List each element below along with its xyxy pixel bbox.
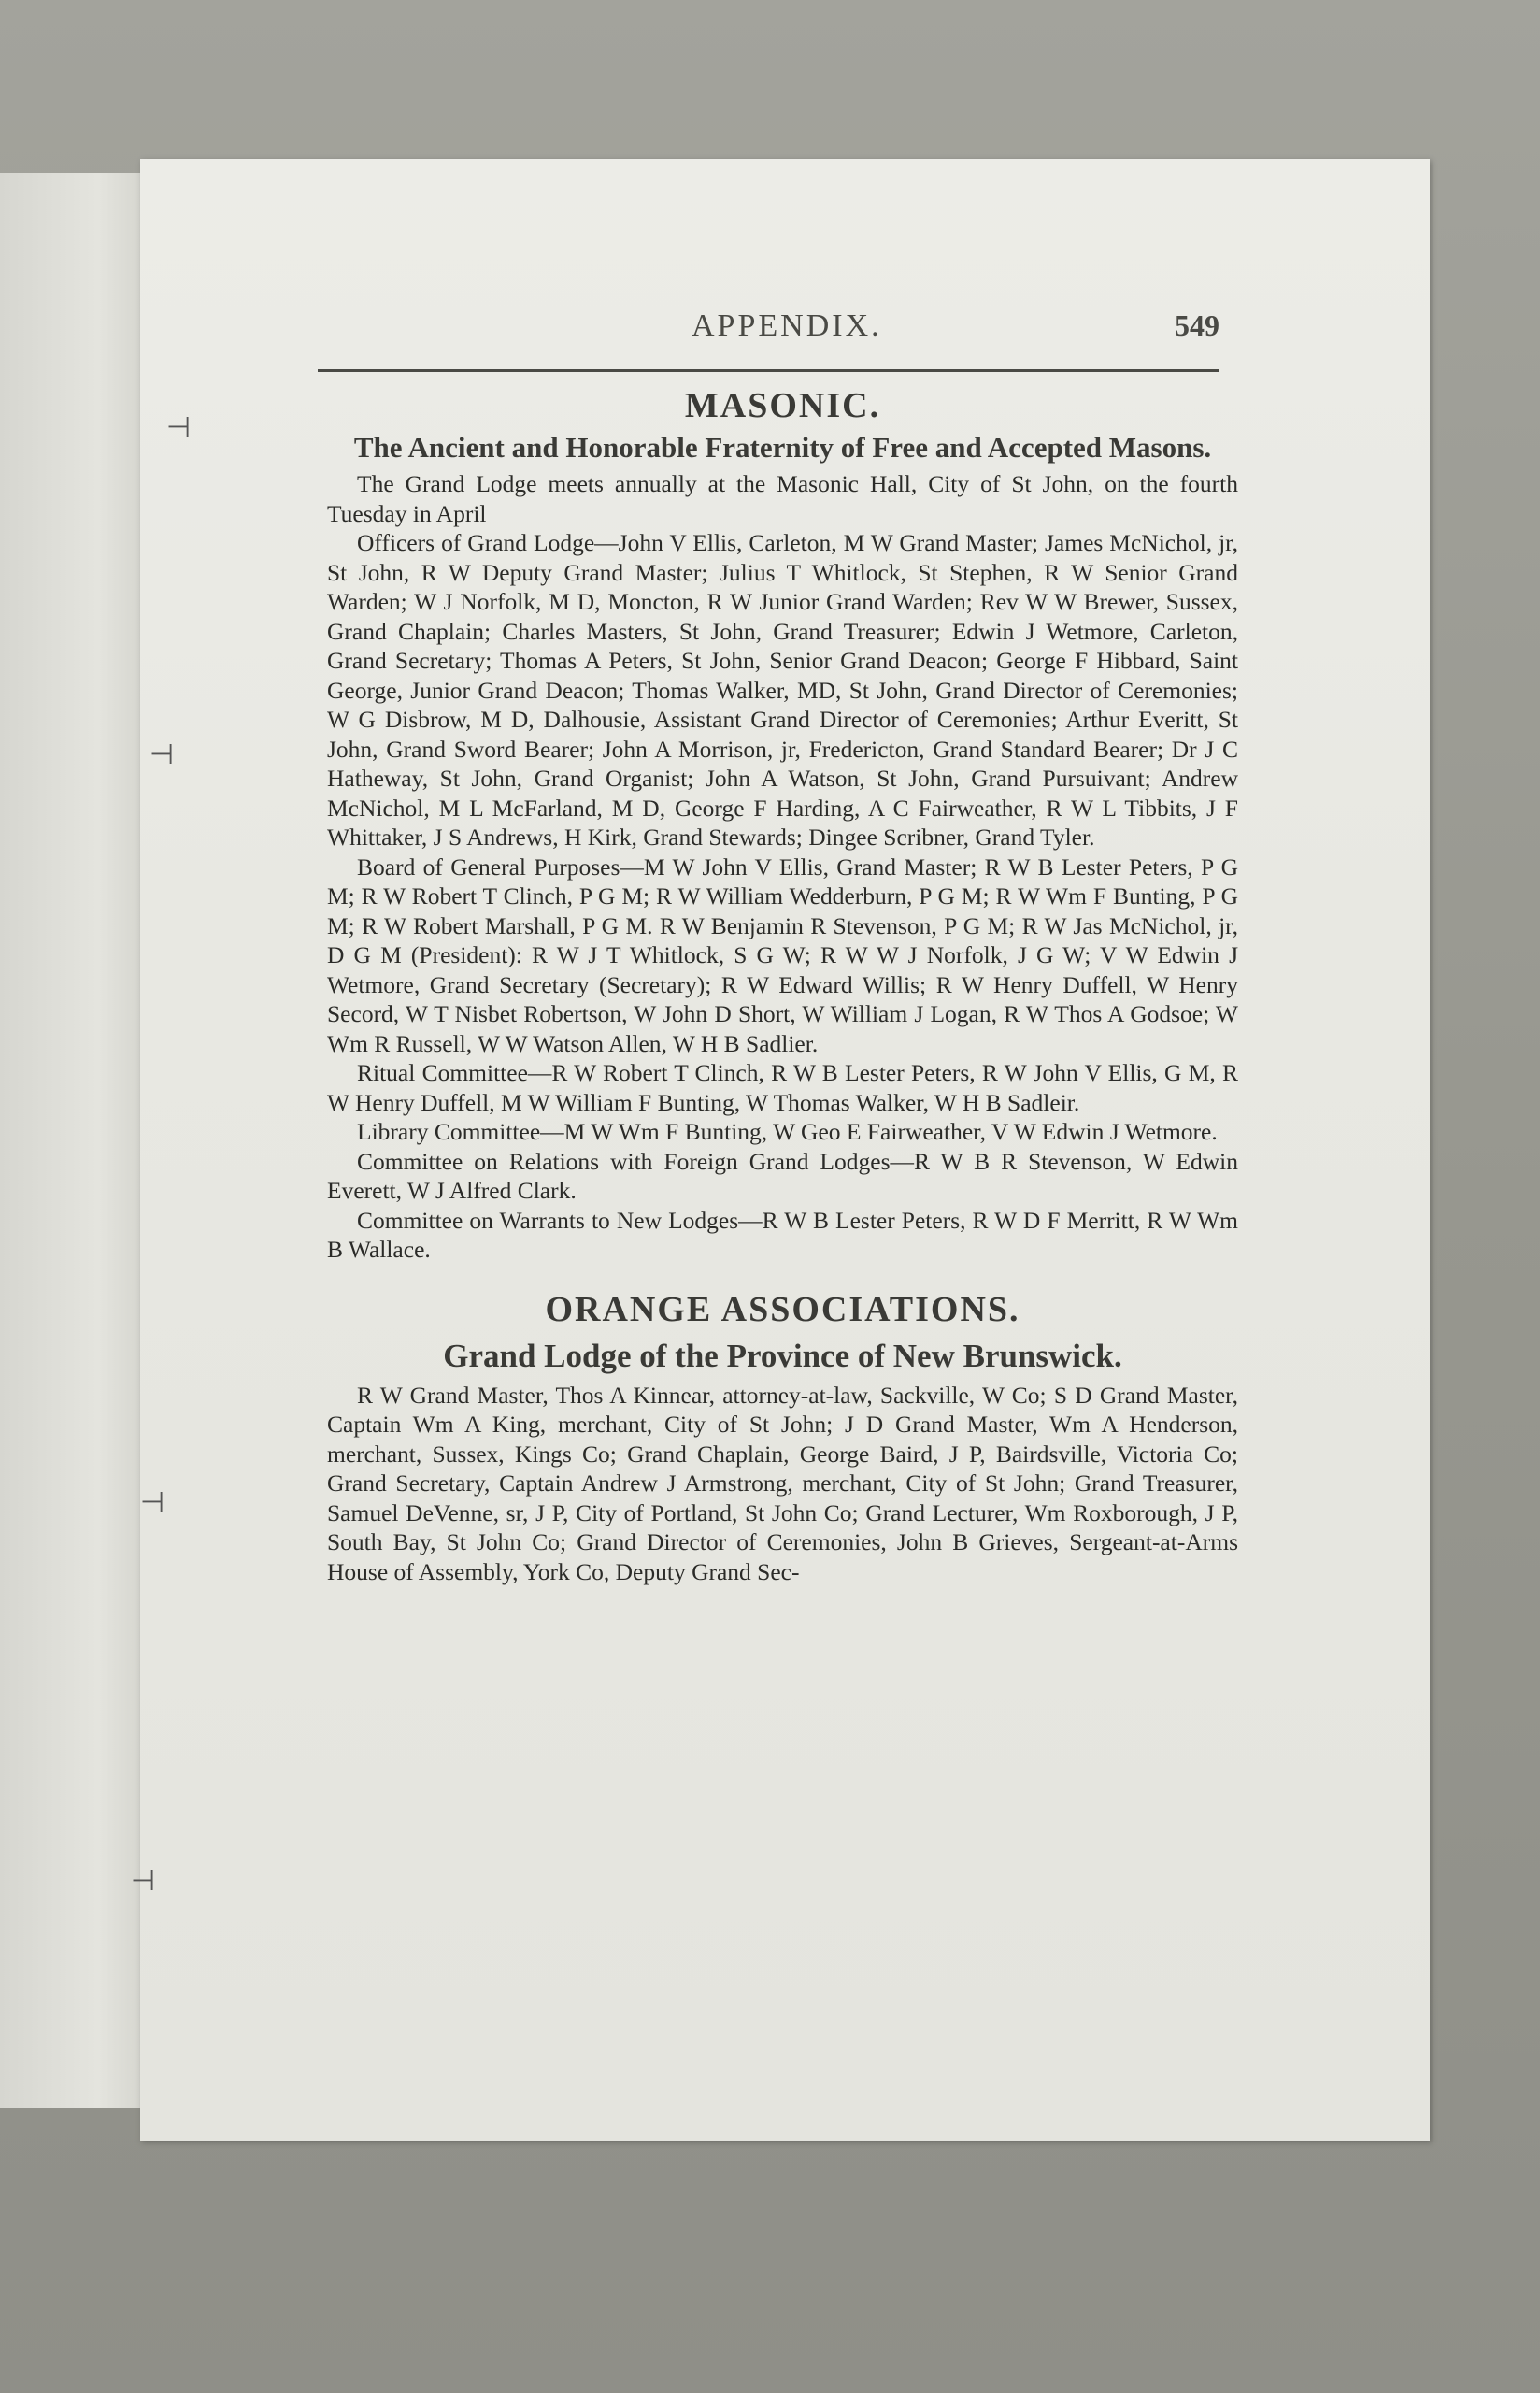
- paragraph-meeting: The Grand Lodge meets annually at the Masonic Hall, City of St John, on the fourth Tuesday in April: [327, 470, 1238, 527]
- subheading-free-masons: The Ancient and Honorable Fraternity of Free and Accepted Masons.: [353, 431, 1212, 464]
- binding-mark: ⊣: [166, 411, 192, 444]
- paragraph-officers: Officers of Grand Lodge—John V Ellis, Carleton, M W Grand Master; James McNichol, jr, St John, R W Deputy Grand Master; Julius T Whitlock, St Stephen, R W Senior Grand Warden; W J Norfolk, M D, Moncton, R W Junior Grand Warden; Rev W W Brewer, Sussex, Grand Chaplain; Charles Masters, St John, Grand Treasurer; Edwin J Wetmore, Carleton, Grand Secretary; Thomas A Peters, St John, Senior Grand Deacon; George F Hibbard, Saint George, Junior Grand Deacon; Thomas Walker, MD, St John, Grand Director of Ceremonies; W G Disbrow, M D, Dalhousie, Assistant Grand Director of Ceremonies; Arthur Everitt, St John, Grand Sword Bearer; John A Morrison, jr, Fredericton, Grand Standard Bearer; Dr J C Hatheway, St John, Grand Organist; John A Watson, St John, Grand Pursuivant; Andrew McNichol, M L McFarland, M D, George F Harding, A C Fairweather, R W L Tibbits, J F Whittaker, J S Andrews, H Kirk, Grand Stewards; Dingee Scribner, Grand Tyler.: [327, 529, 1238, 851]
- facing-page-edge: [0, 173, 164, 2108]
- binding-mark: ⊣: [131, 1865, 156, 1898]
- header-rule: [318, 369, 1219, 372]
- binding-mark: ⊣: [140, 1486, 165, 1519]
- paragraph-warrants-committee: Committee on Warrants to New Lodges—R W B Lester Peters, R W D F Merritt, R W Wm B Wallace.: [327, 1206, 1238, 1263]
- page-number: 549: [1175, 308, 1219, 342]
- page-header: [322, 308, 1219, 365]
- paragraph-orange-officers: R W Grand Master, Thos A Kinnear, attorney-at-law, Sackville, W Co; S D Grand Master, Captain Wm A King, merchant, City of St John; J D Grand Master, Wm A Henderson, merchant, Sussex, Kings Co; Grand Chaplain, George Baird, J P, Bairdsville, Victoria Co; Grand Secretary, Captain Andrew J Armstrong, merchant, City of St John; Grand Treasurer, Samuel DeVenne, sr, J P, City of Portland, St John Co; Grand Lecturer, Wm Roxborough, J P, South Bay, St John Co; Grand Director of Ceremonies, John B Grieves, Sergeant-at-Arms House of Assembly, York Co, Deputy Grand Sec-: [327, 1381, 1238, 1585]
- paragraph-ritual-committee: Ritual Committee—R W Robert T Clinch, R W B Lester Peters, R W John V Ellis, G M, R W Henry Duffell, M W William F Bunting, W Thomas Walker, W H B Sadleir.: [327, 1059, 1238, 1116]
- section-title-masonic: MASONIC.: [684, 386, 881, 425]
- binding-mark: ⊣: [150, 738, 175, 771]
- paragraph-foreign-relations: Committee on Relations with Foreign Grand Lodges—R W B R Stevenson, W Edwin Everett, W J Alfred Clark.: [327, 1147, 1238, 1204]
- paragraph-board: Board of General Purposes—M W John V Ellis, Grand Master; R W B Lester Peters, P G M; R W Robert T Clinch, P G M; R W William Wedderburn, P G M; R W Wm F Bunting, P G M; R W Robert Marshall, P G M. R W Benjamin R Stevenson, P G M; R W Jas McNichol, jr, D G M (President): R W J T Whitlock, S G W; R W W J Norfolk, J G W; V W Edwin J Wetmore, Grand Secretary (Secretary); R W Edward Willis; R W Henry Duffell, W Henry Secord, W T Nisbet Robertson, W John D Short, W William J Logan, R W Thos A Godsoe; W Wm R Russell, W W Watson Allen, W H B Sadlier.: [327, 853, 1238, 1057]
- section-title-orange: ORANGE ASSOCIATIONS.: [545, 1289, 1020, 1329]
- paragraph-library-committee: Library Committee—M W Wm F Bunting, W Geo E Fairweather, V W Edwin J Wetmore.: [357, 1118, 1218, 1145]
- running-head: APPENDIX.: [692, 308, 882, 343]
- page-body: [327, 385, 1238, 1586]
- subheading-grand-lodge-nb: Grand Lodge of the Province of New Brunswick.: [443, 1337, 1122, 1374]
